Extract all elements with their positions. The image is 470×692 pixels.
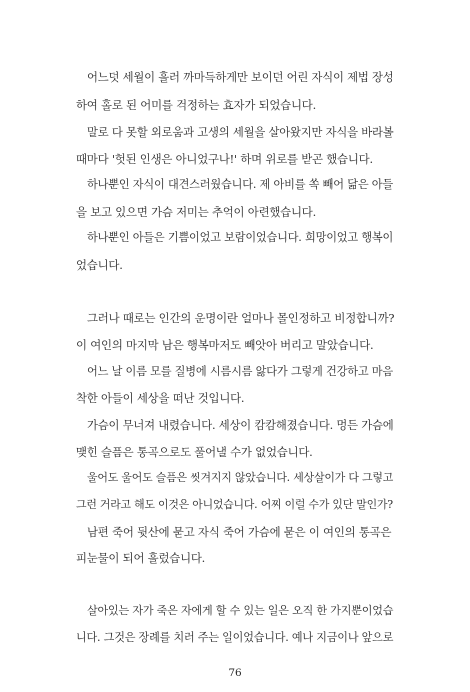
paragraph-10-line-1: 살아있는 자가 죽은 자에게 할 수 있는 일은 오직 한 가지뿐이었습: [87, 604, 394, 617]
paragraph-4-line-2: 었습니다.: [76, 258, 123, 272]
paragraph-6-line-1: 어느 날 이름 모를 질병에 시름시름 앓다가 그렇게 건강하고 마음: [87, 365, 393, 378]
paragraph-1-line-2: 하여 홀로 된 어미를 걱정하는 효자가 되었습니다.: [76, 98, 317, 112]
page-number: 76: [228, 667, 242, 679]
paragraph-2-line-1: 말로 다 못할 외로움과 고생의 세월을 살아왔지만 자식을 바라볼: [87, 125, 394, 139]
paragraph-3-line-2: 을 보고 있으면 가슴 저미는 추억이 아련했습니다.: [76, 205, 317, 219]
paragraph-9-line-1: 남편 죽어 뒷산에 묻고 자식 죽어 가슴에 묻은 이 여인의 통곡은: [87, 525, 392, 539]
paragraph-1-line-1: 어느덧 세월이 흘러 까마득하게만 보이던 어린 자식이 제법 장성: [87, 70, 394, 84]
paragraph-5-line-2: 이 여인의 마지막 남은 행복마저도 빼앗아 버리고 말았습니다.: [76, 338, 374, 352]
paragraph-7-line-1: 가슴이 무너져 내렸습니다. 세상이 캄캄해졌습니다. 멍든 가슴에: [87, 418, 394, 432]
paragraph-3-line-1: 하나뿐인 자식이 대견스러웠습니다. 제 아비를 쏙 빼어 닮은 아들: [87, 178, 393, 191]
paragraph-10-line-2: 니다. 그것은 장례를 치러 주는 일이었습니다. 예나 지금이나 앞으로: [76, 631, 394, 644]
paragraph-7-line-2: 맺힌 슬픔은 통곡으로도 풀어낼 수가 없었습니다.: [76, 445, 313, 459]
paragraph-8-line-2: 그런 거라고 해도 이것은 아니었습니다. 어찌 이럴 수가 있단 말인가?: [76, 498, 393, 511]
paragraph-8-line-1: 울어도 울어도 슬픔은 씻겨지지 않았습니다. 세상살이가 다 그렇고: [87, 471, 394, 484]
paragraph-6-line-2: 착한 아들이 세상을 떠난 것입니다.: [76, 391, 245, 405]
paragraph-4-line-1: 하나뿐인 아들은 기쁨이었고 보람이었습니다. 희망이었고 행복이: [87, 231, 394, 244]
paragraph-5-line-1: 그러나 때로는 인간의 운명이란 얼마나 몰인정하고 비정합니까?: [87, 311, 395, 325]
paragraph-2-line-2: 때마다 '헛된 인생은 아니었구나!' 하며 위로를 받곤 했습니다.: [76, 152, 373, 166]
paragraph-9-line-2: 피눈물이 되어 흘렀습니다.: [76, 551, 206, 565]
